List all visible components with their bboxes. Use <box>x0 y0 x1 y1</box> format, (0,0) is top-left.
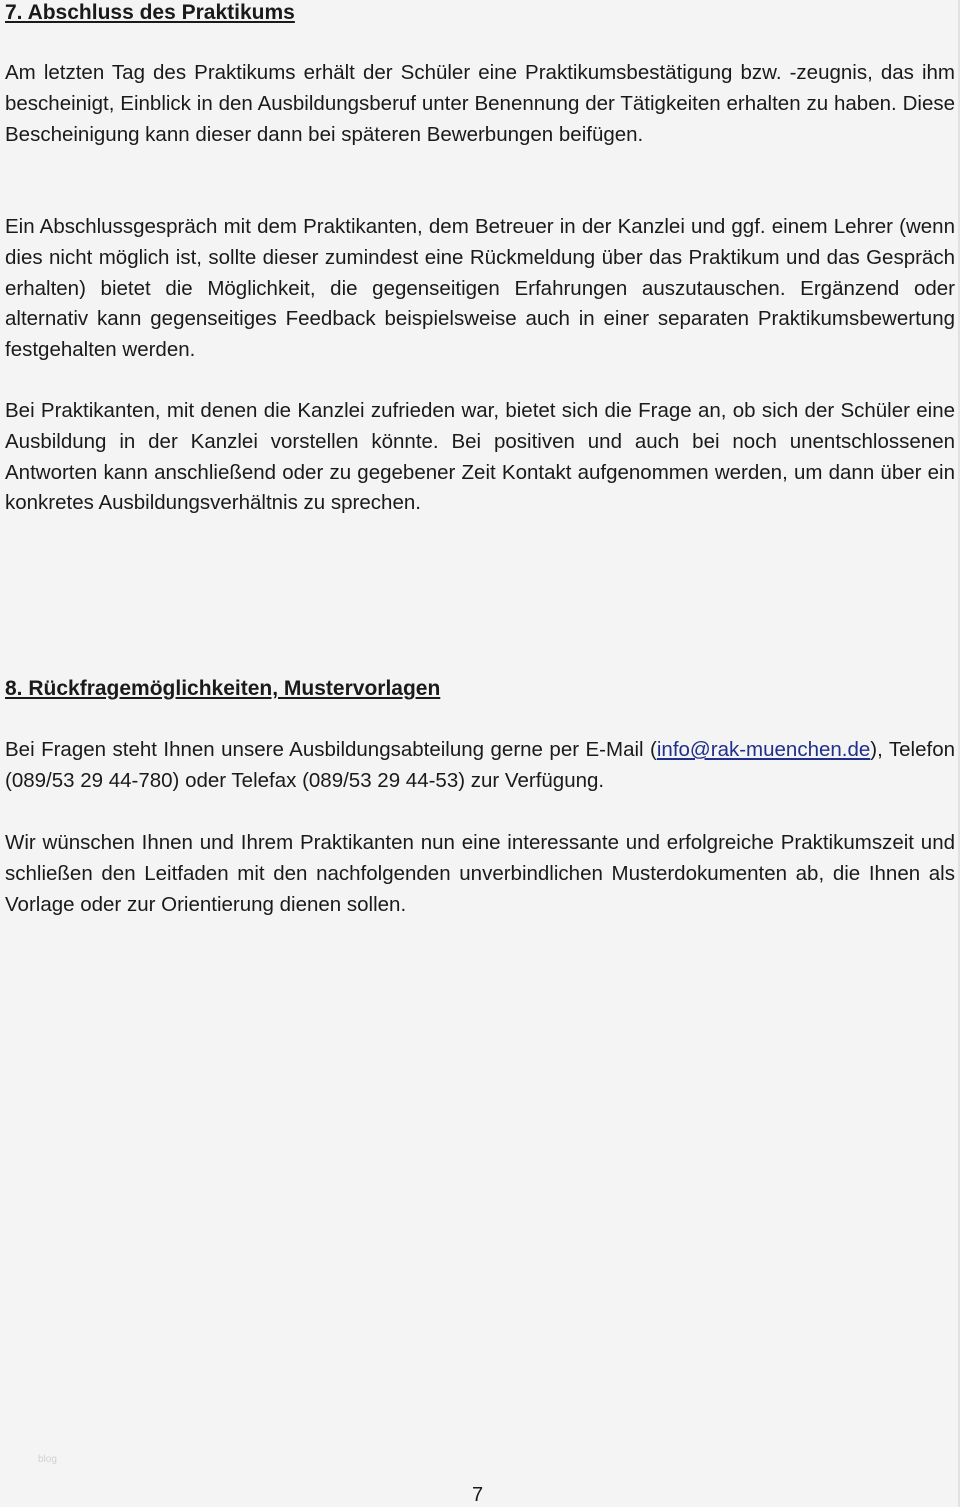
watermark-text: blog <box>38 1454 57 1465</box>
section-8-contact-paragraph <box>5 735 955 797</box>
page-number: 7 <box>472 1484 484 1506</box>
section-7-paragraph-3: Bei Praktikanten, mit denen die Kanzlei zufrieden war, bietet sich die Frage an, ob sich der Schüler eine Ausbildung in der Kanzlei vorstellen könnte. Bei positiven und auch bei noch unentschlossenen Antworten kann anschließend oder zu gegebener Zeit Kontakt aufgenommen werden, um dann über ein konkretes Ausbildungsverhältnis zu sprechen. <box>5 399 955 515</box>
contact-text-after: ), Telefon (089/53 29 44-780) oder Telefax (089/53 29 44-53) zur Verfügung. <box>5 738 955 792</box>
section-8-closing-paragraph: Wir wünschen Ihnen und Ihrem Praktikanten nun eine interessante und erfolgreiche Praktikumszeit und schließen den Leitfaden mit den nachfolgenden unverbindlichen Musterdokumenten ab, die Ihnen als Vorlage oder zur Orientierung dienen sollen. <box>5 831 955 916</box>
contact-text-before: Bei Fragen steht Ihnen unsere Ausbildungsabteilung gerne per E-Mail ( <box>5 738 657 761</box>
section-7-paragraph-2: Ein Abschlussgespräch mit dem Praktikanten, dem Betreuer in der Kanzlei und ggf. einem Lehrer (wenn dies nicht möglich ist, sollte dieser zumindest eine Rückmeldung über das Praktikum und das Gespräch erhalten) bietet die Möglichkeit, die gegenseitigen Erfahrungen auszutauschen. Ergänzend oder alternativ kann gegenseitiges Feedback beispielsweise auch in einer separaten Praktikumsbewertung festgehalten werden. <box>5 215 955 362</box>
section-7-paragraph-1: Am letzten Tag des Praktikums erhält der Schüler eine Praktikumsbestätigung bzw. -zeugnis, das ihm bescheinigt, Einblick in den Ausbildungsberuf unter Benennung der Tätigkeiten erhalten zu haben. Diese Bescheinigung kann dieser dann bei späteren Bewerbungen beifügen. <box>5 61 955 146</box>
email-link[interactable]: info@rak-muenchen.de <box>656 738 871 761</box>
section-8-heading: 8. Rückfragemöglichkeiten, Mustervorlagen <box>5 677 441 700</box>
section-7-heading: 7. Abschluss des Praktikums <box>5 1 295 24</box>
